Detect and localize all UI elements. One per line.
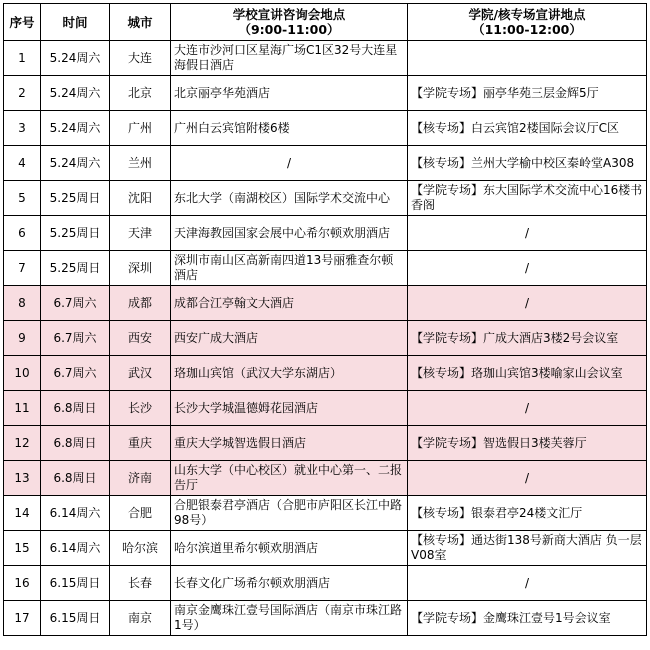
cell-no: 4 xyxy=(4,146,41,181)
table-row xyxy=(4,111,647,146)
table-row xyxy=(4,76,647,111)
header-college-venue-title: 学院/核专场宣讲地点 xyxy=(468,7,586,22)
cell-city: 深圳 xyxy=(110,251,171,286)
cell-school-venue: 大连市沙河口区星海广场C1区32号大连星海假日酒店 xyxy=(171,41,408,76)
table-row xyxy=(4,566,647,601)
cell-no: 6 xyxy=(4,216,41,251)
header-time: 时间 xyxy=(41,4,110,41)
cell-time: 6.8周日 xyxy=(41,426,110,461)
table-row xyxy=(4,356,647,391)
cell-city: 哈尔滨 xyxy=(110,531,171,566)
cell-no: 5 xyxy=(4,181,41,216)
cell-college-venue: 【核专场】银泰君亭24楼文汇厅 xyxy=(408,496,647,531)
cell-city: 重庆 xyxy=(110,426,171,461)
cell-no: 12 xyxy=(4,426,41,461)
cell-school-venue: 合肥银泰君亭酒店（合肥市庐阳区长江中路98号） xyxy=(171,496,408,531)
cell-college-venue: / xyxy=(408,461,647,496)
cell-time: 6.8周日 xyxy=(41,461,110,496)
cell-college-venue: 【学院专场】广成大酒店3楼2号会议室 xyxy=(408,321,647,356)
cell-no: 13 xyxy=(4,461,41,496)
cell-time: 6.7周六 xyxy=(41,356,110,391)
cell-school-venue: / xyxy=(171,146,408,181)
cell-time: 6.14周六 xyxy=(41,531,110,566)
cell-college-venue: / xyxy=(408,251,647,286)
header-college-venue xyxy=(408,4,647,41)
header-row xyxy=(4,4,647,41)
table-row xyxy=(4,496,647,531)
cell-city: 北京 xyxy=(110,76,171,111)
table-row xyxy=(4,426,647,461)
cell-school-venue: 西安广成大酒店 xyxy=(171,321,408,356)
table-row xyxy=(4,286,647,321)
table-row xyxy=(4,321,647,356)
cell-college-venue: 【核专场】珞珈山宾馆3楼喻家山会议室 xyxy=(408,356,647,391)
cell-time: 6.15周日 xyxy=(41,601,110,636)
cell-school-venue: 北京丽亭华苑酒店 xyxy=(171,76,408,111)
cell-no: 14 xyxy=(4,496,41,531)
cell-school-venue: 东北大学（南湖校区）国际学术交流中心 xyxy=(171,181,408,216)
table-row xyxy=(4,461,647,496)
cell-college-venue: / xyxy=(408,391,647,426)
cell-school-venue: 重庆大学城智选假日酒店 xyxy=(171,426,408,461)
table-row xyxy=(4,391,647,426)
cell-city: 合肥 xyxy=(110,496,171,531)
cell-time: 5.24周六 xyxy=(41,41,110,76)
cell-city: 西安 xyxy=(110,321,171,356)
cell-school-venue: 成都合江亭翰文大酒店 xyxy=(171,286,408,321)
table-row xyxy=(4,41,647,76)
cell-college-venue: / xyxy=(408,216,647,251)
table-body xyxy=(4,41,647,636)
cell-no: 8 xyxy=(4,286,41,321)
cell-school-venue: 长春文化广场希尔顿欢朋酒店 xyxy=(171,566,408,601)
cell-time: 6.15周日 xyxy=(41,566,110,601)
cell-college-venue: / xyxy=(408,566,647,601)
cell-time: 5.24周六 xyxy=(41,146,110,181)
table-row xyxy=(4,531,647,566)
cell-no: 11 xyxy=(4,391,41,426)
cell-time: 6.14周六 xyxy=(41,496,110,531)
cell-time: 6.7周六 xyxy=(41,321,110,356)
cell-college-venue: 【学院专场】丽亭华苑三层金辉5厅 xyxy=(408,76,647,111)
header-school-venue-title: 学校宣讲咨询会地点 xyxy=(232,7,346,22)
cell-city: 广州 xyxy=(110,111,171,146)
cell-no: 7 xyxy=(4,251,41,286)
cell-school-venue: 山东大学（中心校区）就业中心第一、二报告厅 xyxy=(171,461,408,496)
cell-no: 17 xyxy=(4,601,41,636)
cell-college-venue: 【学院专场】智选假日3楼芙蓉厅 xyxy=(408,426,647,461)
table-row xyxy=(4,216,647,251)
cell-college-venue: 【核专场】通达街138号新商大酒店 负一层V08室 xyxy=(408,531,647,566)
cell-time: 5.25周日 xyxy=(41,216,110,251)
cell-city: 天津 xyxy=(110,216,171,251)
header-college-venue-time: （11:00-12:00） xyxy=(472,22,582,37)
cell-school-venue: 哈尔滨道里希尔顿欢朋酒店 xyxy=(171,531,408,566)
cell-city: 长春 xyxy=(110,566,171,601)
header-school-venue-time: （9:00-11:00） xyxy=(238,22,340,37)
cell-school-venue: 长沙大学城温德姆花园酒店 xyxy=(171,391,408,426)
cell-no: 16 xyxy=(4,566,41,601)
cell-college-venue xyxy=(408,41,647,76)
table-row xyxy=(4,146,647,181)
cell-city: 武汉 xyxy=(110,356,171,391)
cell-no: 10 xyxy=(4,356,41,391)
cell-no: 1 xyxy=(4,41,41,76)
cell-city: 长沙 xyxy=(110,391,171,426)
cell-school-venue: 天津海教园国家会展中心希尔顿欢朋酒店 xyxy=(171,216,408,251)
cell-no: 15 xyxy=(4,531,41,566)
cell-school-venue: 深圳市南山区高新南四道13号丽雅查尔顿酒店 xyxy=(171,251,408,286)
cell-college-venue: 【核专场】兰州大学榆中校区秦岭堂A308 xyxy=(408,146,647,181)
cell-school-venue: 珞珈山宾馆（武汉大学东湖店） xyxy=(171,356,408,391)
cell-no: 3 xyxy=(4,111,41,146)
cell-no: 9 xyxy=(4,321,41,356)
cell-time: 6.8周日 xyxy=(41,391,110,426)
header-school-venue xyxy=(171,4,408,41)
header-no: 序号 xyxy=(4,4,41,41)
cell-time: 5.24周六 xyxy=(41,76,110,111)
cell-city: 沈阳 xyxy=(110,181,171,216)
cell-city: 成都 xyxy=(110,286,171,321)
cell-time: 5.25周日 xyxy=(41,251,110,286)
cell-time: 5.25周日 xyxy=(41,181,110,216)
cell-city: 大连 xyxy=(110,41,171,76)
cell-school-venue: 广州白云宾馆附楼6楼 xyxy=(171,111,408,146)
cell-time: 6.7周六 xyxy=(41,286,110,321)
cell-college-venue: / xyxy=(408,286,647,321)
table-row xyxy=(4,181,647,216)
cell-city: 兰州 xyxy=(110,146,171,181)
cell-school-venue: 南京金鹰珠江壹号国际酒店（南京市珠江路1号） xyxy=(171,601,408,636)
cell-city: 济南 xyxy=(110,461,171,496)
cell-city: 南京 xyxy=(110,601,171,636)
cell-college-venue: 【学院专场】东大国际学术交流中心16楼书香阁 xyxy=(408,181,647,216)
cell-college-venue: 【核专场】白云宾馆2楼国际会议厅C区 xyxy=(408,111,647,146)
table-row xyxy=(4,601,647,636)
schedule-table xyxy=(3,3,647,636)
header-city: 城市 xyxy=(110,4,171,41)
cell-time: 5.24周六 xyxy=(41,111,110,146)
cell-no: 2 xyxy=(4,76,41,111)
cell-college-venue: 【学院专场】金鹰珠江壹号1号会议室 xyxy=(408,601,647,636)
table-row xyxy=(4,251,647,286)
